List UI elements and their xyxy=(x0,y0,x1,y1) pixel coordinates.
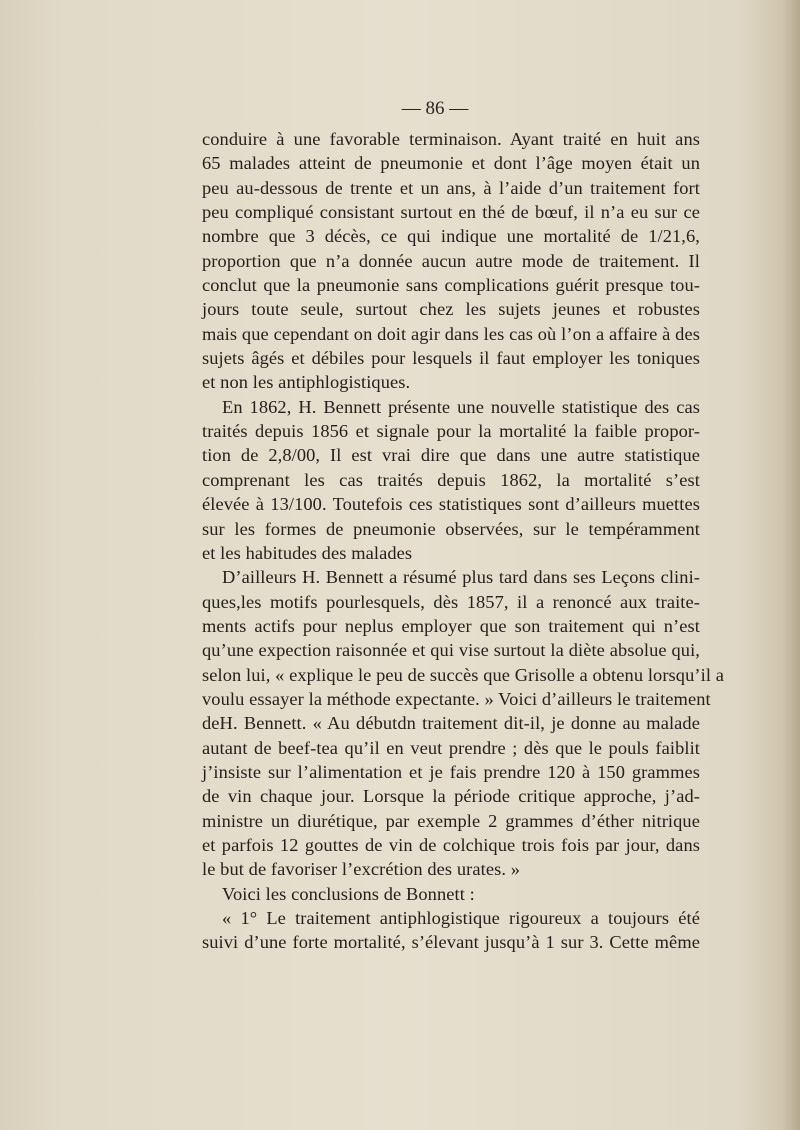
text-line: nombre que 3 décès, ce qui indique une mortalité de 1/21,6, xyxy=(202,226,700,247)
text-line: comprenant les cas traités depuis 1862, la mortalité s’est xyxy=(202,469,700,490)
text-line: ments actifs pour neplus employer que son traitement qui n’est xyxy=(202,615,700,636)
text-line: j’insiste sur l’alimentation et je fais prendre 120 à 150 grammes xyxy=(202,761,700,782)
page-number: — 86 — xyxy=(401,98,469,119)
text-line: En 1862, H. Bennett présente une nouvelle statistique des cas xyxy=(222,396,700,417)
text-line: et les habitudes des malades xyxy=(202,542,413,563)
text-line: suivi d’une forte mortalité, s’élevant jusqu’à 1 sur 3. Cette même xyxy=(202,932,700,953)
text-line: ques,les motifs pourlesquels, dès 1857, il a renoncé aux traite- xyxy=(202,591,700,612)
text-line: conclut que la pneumonie sans complications guérit presque tou- xyxy=(202,275,700,296)
page-edge-shadow xyxy=(782,0,800,1130)
text-line: sujets âgés et débiles pour lesquels il faut employer les toniques xyxy=(202,348,700,369)
text-line: traités depuis 1856 et signale pour la mortalité la faible propor- xyxy=(202,421,700,442)
text-line: jours toute seule, surtout chez les sujets jeunes et robustes xyxy=(202,299,700,320)
text-line: autant de beef-tea qu’il en veut prendre ; dès que le pouls faiblit xyxy=(202,737,700,758)
text-line: tion de 2,8/00, Il est vrai dire que dans une autre statistique xyxy=(202,445,700,466)
text-line: D’ailleurs H. Bennett a résumé plus tard dans ses Leçons clini- xyxy=(222,567,700,588)
body-text xyxy=(202,127,725,955)
text-line: peu compliqué consistant surtout en thé de bœuf, il n’a eu sur ce xyxy=(202,202,700,223)
text-line: « 1° Le traitement antiphlogistique rigoureux a toujours été xyxy=(222,908,700,928)
text-line: conduire à une favorable terminaison. Ayant traité en huit ans xyxy=(202,129,700,149)
text-line: sur les formes de pneumonie observées, sur le tempéramment xyxy=(202,518,700,539)
text-line: Voici les conclusions de Bonnett : xyxy=(222,883,475,904)
text-line: proportion que n’a donnée aucun autre mode de traitement. Il xyxy=(202,250,700,271)
text-line: ministre un diurétique, par exemple 2 grammes d’éther nitrique xyxy=(202,810,700,831)
text-line: le but de favoriser l’excrétion des urates. » xyxy=(202,859,521,880)
text-line: 65 malades atteint de pneumonie et dont l’âge moyen était un xyxy=(202,153,700,174)
text-line: qu’une expection raisonnée et qui vise surtout la diète absolue qui, xyxy=(202,640,700,661)
text-line: de vin chaque jour. Lorsque la période critique approche, j’ad- xyxy=(202,786,700,807)
text-line: mais que cependant on doit agir dans les cas où l’on a affaire à des xyxy=(202,323,700,344)
text-line: voulu essayer la méthode expectante. » Voici d’ailleurs le traitement xyxy=(202,688,711,709)
text-line: et non les antiphlogistiques. xyxy=(202,372,411,393)
text-line: deH. Bennett. « Au débutdn traitement dit-il, je donne au malade xyxy=(202,713,700,734)
text-line: et parfois 12 gouttes de vin de colchique trois fois par jour, dans xyxy=(202,834,700,855)
text-line: peu au-dessous de trente et un ans, à l’aide d’un traitement fort xyxy=(202,177,700,198)
text-line: selon lui, « explique le peu de succès que Grisolle a obtenu lorsqu’il a xyxy=(202,664,725,685)
text-line: élevée à 13/100. Toutefois ces statistiques sont d’ailleurs muettes xyxy=(202,494,700,515)
